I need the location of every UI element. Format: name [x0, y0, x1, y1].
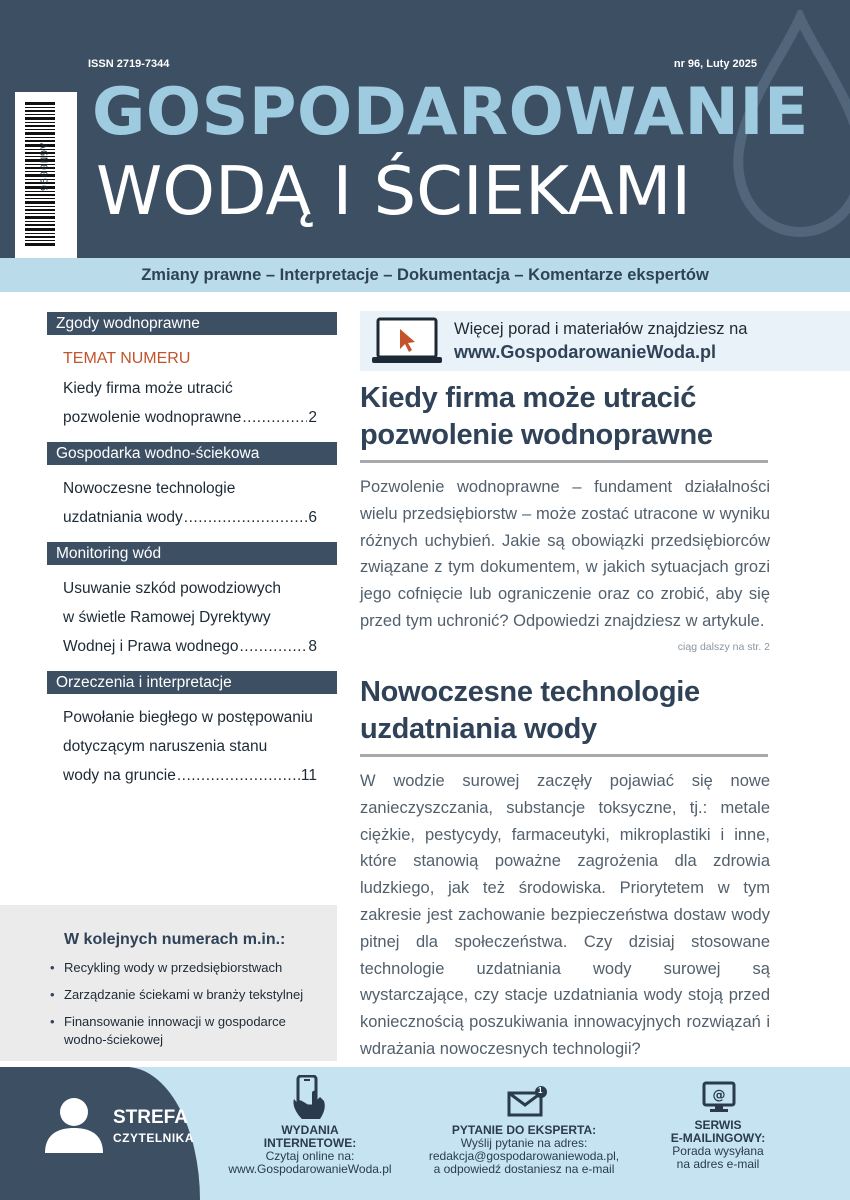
article-lead: W wodzie surowej zaczęły pojawiać się nowe zanieczyszczania, substancje toksyczne, tj.: metale ciężkie, pestycydy, farmaceutyki, mikroplastiki i inne, które stanowią poważne zagrożenia dla zdrowia ludzkiego, jak też środowiska. Priorytetem w tym zakresie jest zachowanie bezpieczeństwa dostaw wody pitnej dla społeczeństwa. Czy dzisiaj stosowane technologie uzdatniania wody surowej są wystarczające, czy stacje uzdatniania wody stoją przed koniecznością poszukiwania innowacyjnych rozwiązań i wdrażania nowoczesnych technologii? — [360, 772, 770, 1058]
magazine-title-line1: GOSPODAROWANIE — [92, 75, 809, 150]
issue-number-date: nr 96, Luty 2025 — [673, 58, 757, 70]
leader-dots — [177, 761, 300, 790]
ask-expert-text-2: a odpowiedź dostaniesz na e-mail — [433, 1162, 615, 1176]
email-monitor-icon — [702, 1081, 736, 1113]
continued-note: ciąg dalszy na str. 2 — [677, 640, 770, 653]
reader-zone-subtitle: CZYTELNIKA — [113, 1131, 194, 1145]
list-item: • Recykling wody w przedsiębiorstwach — [50, 959, 337, 977]
toc-entry-line: Nowoczesne technologie — [63, 480, 236, 497]
online-editions-info — [210, 1124, 410, 1176]
next-issues-box — [0, 905, 337, 1061]
svg-text:@: @ — [712, 1088, 726, 1103]
mailing-service-text-2: na adres e-mail — [676, 1157, 760, 1171]
toc-section-heading: Gospodarka wodno-ściekowa — [47, 442, 337, 465]
article-lead: Pozwolenie wodnoprawne – fundament działalności wielu przedsiębiorstw – może zostać utracone w wyniku różnych uchybień. Jakie są obowiązki przedsiębiorców związane z tym dokumentem, w jakich sytuacjach grozi jego cofnięcie lub ograniczenie oraz co zrobić, aby się przed tym uchronić? Odpowiedzi znajdziesz w artykule. — [360, 478, 770, 630]
toc-page-number: 2 — [308, 409, 317, 426]
toc-section-heading: Orzeczenia i interpretacje — [47, 671, 337, 694]
mailing-service-info — [658, 1119, 778, 1171]
leader-dots — [240, 632, 308, 661]
list-item: • Finansowanie innowacji w gospodarce wodno-ściekowej — [50, 1013, 337, 1049]
toc-section-heading: Monitoring wód — [47, 542, 337, 565]
toc-entry-line: uzdatniania wody — [63, 509, 183, 526]
ask-expert-text: Wyślij pytanie na adres: — [460, 1136, 588, 1150]
toc-section-water-permits — [47, 312, 337, 442]
mailing-service-text: Porada wysyłana — [672, 1144, 764, 1158]
toc-entry[interactable] — [63, 374, 337, 432]
next-issues-title: W kolejnych numerach m.in.: — [64, 931, 286, 948]
ask-expert-info — [418, 1124, 630, 1176]
toc-page-number: 8 — [308, 638, 317, 655]
next-issues-list — [50, 959, 337, 1049]
online-editions-title-1: WYDANIA — [281, 1123, 339, 1137]
promo-text: Więcej porad i materiałów znajdziesz na — [454, 320, 748, 338]
article-title: Nowoczesne technologie uzdatniania wody — [360, 676, 700, 745]
article-lead-2 — [360, 674, 770, 1081]
masthead — [0, 0, 850, 258]
barcode-code: AGN0096 — [37, 142, 49, 193]
toc-section-rulings — [47, 671, 337, 800]
barcode — [15, 92, 77, 258]
website-link[interactable]: www.GospodarowanieWoda.pl — [454, 342, 717, 362]
tagline-band — [0, 258, 850, 292]
smartphone-hand-icon — [290, 1075, 328, 1121]
mailing-service-title-2: E-MAILINGOWY: — [670, 1131, 766, 1145]
tagline: Zmiany prawne – Interpretacje – Dokumentacja – Komentarze ekspertów — [141, 265, 709, 284]
toc-entry-line: wody na gruncie — [63, 767, 176, 784]
online-editions-title-2: INTERNETOWE: — [263, 1136, 357, 1150]
toc-section-water-management — [47, 442, 337, 542]
ask-expert-email[interactable]: redakcja@gospodarowaniewoda.pl, — [428, 1149, 620, 1163]
article-lead-1 — [360, 380, 770, 653]
monitor-cursor-icon — [372, 317, 442, 367]
toc-section-water-monitoring — [47, 542, 337, 671]
mailing-service-title-1: SERWIS — [694, 1118, 742, 1132]
divider — [360, 754, 768, 757]
toc-entry-line: Powołanie biegłego w postępowaniu — [63, 709, 313, 726]
toc-entry[interactable] — [63, 574, 337, 661]
toc-entry-line: w świetle Ramowej Dyrektywy — [63, 609, 271, 626]
list-item: • Zarządzanie ściekami w branży tekstylnej — [50, 986, 337, 1004]
envelope-icon — [507, 1085, 549, 1119]
toc-entry-line: Kiedy firma może utracić — [63, 380, 233, 397]
article-title: Kiedy firma może utracić pozwolenie wodnoprawne — [360, 382, 713, 451]
reader-zone-footer — [0, 1067, 850, 1200]
magazine-title-line2: WODĄ I ŚCIEKAMI — [96, 152, 692, 230]
leader-dots — [242, 403, 307, 432]
cover-story-label: TEMAT NUMERU — [63, 350, 191, 367]
notification-badge: 1 — [538, 1086, 543, 1095]
toc-entry-line: dotyczącym naruszenia stanu — [63, 738, 268, 755]
online-editions-text: Czytaj online na: — [265, 1149, 355, 1163]
toc-section-heading: Zgody wodnoprawne — [47, 312, 337, 335]
toc-page-number: 6 — [308, 509, 317, 526]
issn-number: ISSN 2719-7344 — [88, 58, 170, 70]
table-of-contents — [47, 312, 337, 800]
toc-entry-line: pozwolenie wodnoprawne — [63, 409, 242, 426]
toc-page-number: 11 — [300, 767, 317, 784]
website-promo[interactable] — [360, 311, 850, 371]
leader-dots — [184, 503, 308, 532]
reader-zone-title: STREFA — [113, 1107, 188, 1128]
divider — [360, 460, 768, 463]
toc-entry-line: Usuwanie szkód powodziowych — [63, 580, 281, 597]
toc-entry-line: Wodnej i Prawa wodnego — [63, 638, 239, 655]
toc-entry[interactable] — [63, 474, 337, 532]
toc-entry[interactable] — [63, 703, 337, 790]
ask-expert-title: PYTANIE DO EKSPERTA: — [451, 1123, 597, 1137]
online-editions-link[interactable]: www.GospodarowanieWoda.pl — [228, 1162, 392, 1176]
user-icon — [43, 1097, 105, 1153]
